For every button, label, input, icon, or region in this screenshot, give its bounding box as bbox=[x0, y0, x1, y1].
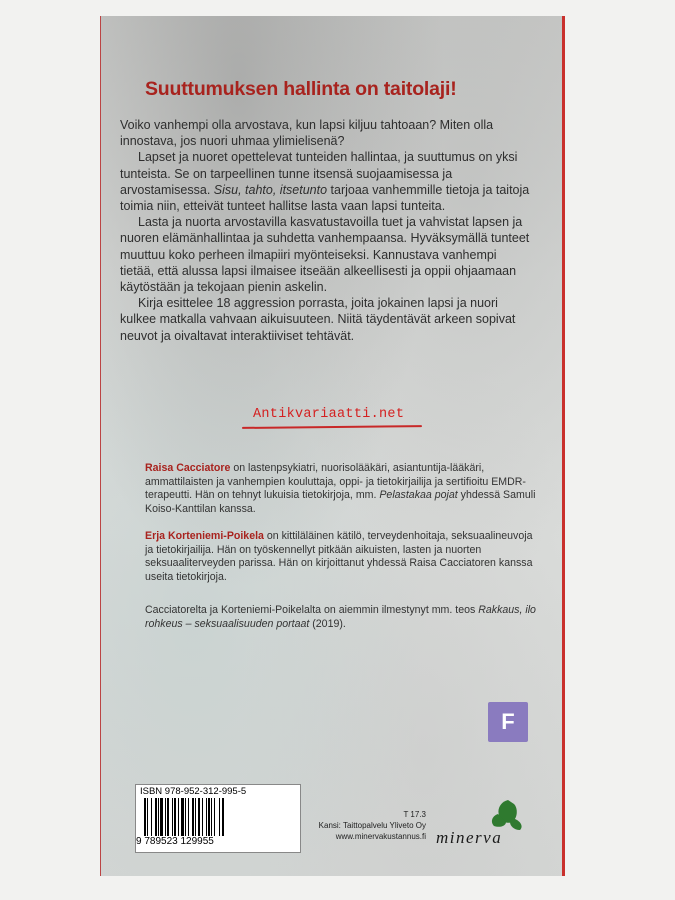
blurb bbox=[120, 117, 530, 344]
book-title: Sisu, tahto, itsetunto bbox=[213, 182, 328, 197]
barcode-bar bbox=[160, 798, 163, 836]
publisher-url: www.minervakustannus.fi bbox=[335, 832, 426, 841]
blurb-paragraph: Kirja esittelee 18 aggression porrasta, joita jokainen lapsi ja nuori kulkee matkalla vahvaan aikuisuuteen. Niitä täydentävät arkeen sopivat neuvot ja oivaltavat interaktiiviset tehtävät. bbox=[120, 296, 516, 343]
barcode-bar bbox=[167, 798, 169, 836]
barcode-number: 9 789523 129955 bbox=[136, 836, 214, 847]
book-title: Rakkaus, ilo rohkeus – seksuaalisuuden portaat bbox=[145, 604, 536, 630]
barcode-bar bbox=[181, 798, 184, 836]
blurb-paragraph: Lasta ja nuorta arvostavilla kasvatustavoilla tuet ja vahvistat lapsen ja nuoren elämänhallintaa ja suhdetta vanhempaansa. Hyväksymällä tunteet muuttuu koko perheen ilmapiiri myönteiseksi. Kannustava vanhempi tietää, että alussa lapsi ilmaisee itseään alkeellisesti ja oppii ohjaamaan käytöstään ja tekojaan pienin askelin. bbox=[120, 215, 530, 295]
barcode-bar bbox=[158, 798, 159, 836]
author-bio-2 bbox=[145, 530, 540, 584]
bio-text: on lastenpsykiatri, nuorisolääkäri, asiantuntija-lääkäri, ammattilaisten ja vanhempien kouluttaja, oppi- ja tietokirjailija ja sertifioitu EMDR-terapeutti. Hän on tehnyt lukuisia tietokirjoja, mm. bbox=[145, 462, 526, 502]
barcode-bar bbox=[185, 798, 186, 836]
category-badge: F bbox=[488, 702, 528, 742]
barcode-bar bbox=[219, 798, 220, 836]
previous-works bbox=[145, 604, 540, 631]
bio-text: (2019). bbox=[309, 617, 346, 630]
bio-text: Cacciatorelta ja Korteniemi-Poikelalta on aiemmin ilmestynyt mm. teos bbox=[145, 604, 479, 616]
book-back-cover bbox=[100, 16, 562, 876]
watermark: Antikvariaatti.net bbox=[253, 407, 405, 422]
barcode-bar bbox=[206, 798, 207, 836]
barcode-bar bbox=[151, 798, 152, 836]
barcode-bar bbox=[198, 798, 200, 836]
barcode-bar bbox=[155, 798, 157, 836]
barcode-bar bbox=[144, 798, 146, 836]
blurb-paragraph: Voiko vanhempi olla arvostava, kun lapsi kiljuu tahtoaan? Miten olla innostava, jos nuori uhmaa ylimielisenä? bbox=[120, 118, 494, 149]
blurb-paragraph bbox=[120, 149, 530, 214]
barcode-bar bbox=[222, 798, 224, 836]
barcode-bar bbox=[192, 798, 194, 836]
barcode-bar bbox=[188, 798, 189, 836]
author-name: Raisa Cacciatore bbox=[145, 462, 231, 474]
barcode-bar bbox=[202, 798, 203, 836]
cover-credit: Kansi: Taittopalvelu Yliveto Oy bbox=[318, 821, 426, 830]
barcode-bar bbox=[211, 798, 212, 836]
book-title: Pelastakaa pojat bbox=[379, 489, 458, 502]
barcode-bar bbox=[178, 798, 179, 836]
publisher-name: minerva bbox=[436, 828, 503, 847]
barcode-bar bbox=[214, 798, 215, 836]
barcode-bar bbox=[147, 798, 148, 836]
barcode-bars bbox=[144, 798, 294, 836]
barcode-bar bbox=[174, 798, 176, 836]
barcode-bar bbox=[208, 798, 210, 836]
barcode-bar bbox=[165, 798, 166, 836]
barcode bbox=[135, 784, 301, 853]
blurb-text: Lapset ja nuoret opettelevat tunteiden hallintaa, ja suuttumus on yksi tunteista. Se on tarpeellinen tunne itsensä suojaamisessa ja arvostamisessa. bbox=[120, 150, 518, 197]
blurb-text: tarjoaa vanhemmille tietoja ja taitoja toimia niin, etteivät tunteet hallitse lasta vaan lapsi tunteita. bbox=[120, 182, 530, 214]
isbn-label: ISBN 978-952-312-995-5 bbox=[140, 786, 247, 797]
author-name: Erja Korteniemi-Poikela bbox=[145, 530, 264, 542]
watermark-underline bbox=[242, 425, 422, 429]
author-bio-1 bbox=[145, 462, 540, 516]
bio-text: yhdessä Samuli Koiso-Kanttilan kanssa. bbox=[145, 489, 536, 515]
classification: T 17.3 bbox=[403, 810, 426, 819]
bio-text: on kittiläläinen kätilö, terveydenhoitaja, seksuaalineuvoja ja tietokirjailija. Hän on työskennellyt pitkään aikuisten, lasten ja nuorten seksuaaliterveyden parissa. Hän on kirjoittanut yhdessä Raisa Cacciatoren kanssa useita tietokirjoja. bbox=[145, 530, 533, 583]
barcode-bar bbox=[172, 798, 173, 836]
barcode-bar bbox=[195, 798, 196, 836]
credits bbox=[296, 809, 426, 842]
headline: Suuttumuksen hallinta on taitolaji! bbox=[145, 78, 457, 100]
